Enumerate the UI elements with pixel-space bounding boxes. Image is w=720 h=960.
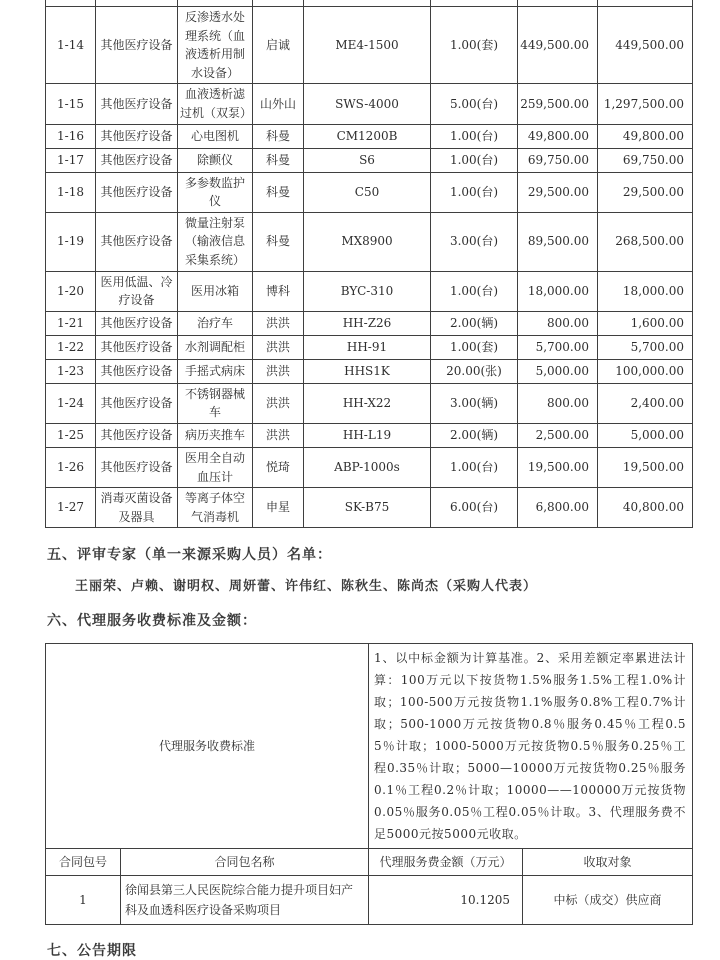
cell-no: 1-17 xyxy=(46,148,96,172)
cell-category: 其他医疗设备 xyxy=(96,311,178,335)
table-row xyxy=(46,335,693,359)
section6-heading: 六、代理服务收费标准及金额： xyxy=(47,613,257,630)
cell-category: 医用低温、冷疗设备 xyxy=(96,271,178,311)
cell-total: 2,400.00 xyxy=(598,383,693,423)
cell-no: 1-26 xyxy=(46,447,96,487)
cell-qty: 1.00(套) xyxy=(431,7,518,84)
cell-model: MX8900 xyxy=(304,212,431,271)
cell-category: 其他医疗设备 xyxy=(96,447,178,487)
cell-category: 其他医疗设备 xyxy=(96,383,178,423)
cell-unit_price: 449,500.00 xyxy=(518,7,598,84)
cell-no: 1-24 xyxy=(46,383,96,423)
cell-total: 100,000.00 xyxy=(598,359,693,383)
cell-category: 其他医疗设备 xyxy=(96,84,178,124)
fee-table-data-row xyxy=(46,876,693,925)
cell-qty: 5.00(台) xyxy=(431,84,518,124)
cell-name: 不锈钢器械车 xyxy=(178,383,253,423)
cell-total: 5,700.00 xyxy=(598,335,693,359)
cell-package-name: 徐闻县第三人民医院综合能力提升项目妇产科及血透科医疗设备采购项目 xyxy=(121,876,369,925)
cell-unit_price: 2,500.00 xyxy=(518,423,598,447)
table-row xyxy=(46,84,693,124)
cell-total: 29,500.00 xyxy=(598,172,693,212)
table-row xyxy=(46,7,693,84)
fee-standard-text: 1、以中标金额为计算基准。2、采用差额定率累进法计算：100万元以下按货物1.5%服务1.5%工程1.0%计取；100-500万元按货物1.1%服务0.8%工程0.7%计取；500-1000万元按货物0.8％服务0.45％工程0.55％计取；1000-5000万元按货物0.5％服务0.25％工程0.35％计取；5000—10000万元按货物0.25％服务0.1％工程0.2％计取；10000——100000万元按货物0.05％服务0.05％工程0.05％计取。3、代理服务费不足5000元按5000元收取。 xyxy=(369,644,693,849)
cell-name: 治疗车 xyxy=(178,311,253,335)
cell-brand: 洪洪 xyxy=(253,423,304,447)
cell-payee: 中标（成交）供应商 xyxy=(523,876,693,925)
cell-no: 1-18 xyxy=(46,172,96,212)
cell-model: HH-Z26 xyxy=(304,311,431,335)
cell-name: 医用冰箱 xyxy=(178,271,253,311)
cell-unit_price: 29,500.00 xyxy=(518,172,598,212)
cell-model: ABP-1000s xyxy=(304,447,431,487)
cell-qty: 3.00(台) xyxy=(431,212,518,271)
cell-qty: 1.00(台) xyxy=(431,271,518,311)
cell-no: 1-14 xyxy=(46,7,96,84)
cell-unit_price: 18,000.00 xyxy=(518,271,598,311)
cell-qty: 3.00(辆) xyxy=(431,383,518,423)
cell-total: 18,000.00 xyxy=(598,271,693,311)
cell-qty: 1.00(台) xyxy=(431,148,518,172)
cell-name: 血液透析滤过机（双泵） xyxy=(178,84,253,124)
cell-model: C50 xyxy=(304,172,431,212)
cell-brand: 洪洪 xyxy=(253,383,304,423)
cell-no: 1-23 xyxy=(46,359,96,383)
cell-brand: 科曼 xyxy=(253,172,304,212)
cell-model: S6 xyxy=(304,148,431,172)
table-row xyxy=(46,212,693,271)
fee-standard-label: 代理服务收费标准 xyxy=(46,644,369,849)
cell-name: 反渗透水处理系统（血液透析用制水设备） xyxy=(178,7,253,84)
cell-category: 其他医疗设备 xyxy=(96,7,178,84)
cell-name: 心电图机 xyxy=(178,124,253,148)
cell-unit_price: 800.00 xyxy=(518,383,598,423)
table-row xyxy=(46,148,693,172)
items-table xyxy=(45,0,693,528)
cell-category: 其他医疗设备 xyxy=(96,359,178,383)
cell-model: SWS-4000 xyxy=(304,84,431,124)
cell-no: 1-19 xyxy=(46,212,96,271)
cell-brand: 洪洪 xyxy=(253,335,304,359)
cell-brand: 申星 xyxy=(253,488,304,528)
cell-category: 其他医疗设备 xyxy=(96,172,178,212)
cell-brand: 山外山 xyxy=(253,84,304,124)
cell-model: SK-B75 xyxy=(304,488,431,528)
cell-no: 1-21 xyxy=(46,311,96,335)
cell-category: 其他医疗设备 xyxy=(96,212,178,271)
header-fee-amount: 代理服务费金额（万元） xyxy=(369,849,523,876)
cell-qty: 2.00(辆) xyxy=(431,311,518,335)
cell-name: 水剂调配柜 xyxy=(178,335,253,359)
table-row xyxy=(46,359,693,383)
cell-brand: 科曼 xyxy=(253,148,304,172)
cell-category: 消毒灭菌设备及器具 xyxy=(96,488,178,528)
fee-standard-row xyxy=(46,644,693,849)
cell-qty: 2.00(辆) xyxy=(431,423,518,447)
cell-brand: 科曼 xyxy=(253,124,304,148)
cell-total: 268,500.00 xyxy=(598,212,693,271)
cell-unit_price: 800.00 xyxy=(518,311,598,335)
cell-total: 49,800.00 xyxy=(598,124,693,148)
cell-model: HH-L19 xyxy=(304,423,431,447)
cell-name: 等离子体空气消毒机 xyxy=(178,488,253,528)
cell-qty: 1.00(台) xyxy=(431,124,518,148)
table-row xyxy=(46,172,693,212)
cell-category: 其他医疗设备 xyxy=(96,148,178,172)
cell-qty: 6.00(台) xyxy=(431,488,518,528)
cell-unit_price: 19,500.00 xyxy=(518,447,598,487)
cell-no: 1-22 xyxy=(46,335,96,359)
table-row xyxy=(46,423,693,447)
cell-category: 其他医疗设备 xyxy=(96,124,178,148)
cell-total: 449,500.00 xyxy=(598,7,693,84)
table-row xyxy=(46,447,693,487)
cell-brand: 科曼 xyxy=(253,212,304,271)
cell-name: 微量注射泵（输液信息采集系统） xyxy=(178,212,253,271)
cell-unit_price: 259,500.00 xyxy=(518,84,598,124)
cell-model: HHS1K xyxy=(304,359,431,383)
header-package-no: 合同包号 xyxy=(46,849,121,876)
cell-no: 1-16 xyxy=(46,124,96,148)
cell-unit_price: 6,800.00 xyxy=(518,488,598,528)
cell-category: 其他医疗设备 xyxy=(96,423,178,447)
cell-fee-amount: 10.1205 xyxy=(369,876,523,925)
cell-name: 病历夹推车 xyxy=(178,423,253,447)
cell-name: 多参数监护仪 xyxy=(178,172,253,212)
cell-total: 1,600.00 xyxy=(598,311,693,335)
cell-category: 其他医疗设备 xyxy=(96,335,178,359)
cell-qty: 1.00(台) xyxy=(431,447,518,487)
table-row xyxy=(46,488,693,528)
cell-total: 19,500.00 xyxy=(598,447,693,487)
cell-qty: 20.00(张) xyxy=(431,359,518,383)
table-row xyxy=(46,124,693,148)
fee-table-header-row xyxy=(46,849,693,876)
cell-name: 医用全自动血压计 xyxy=(178,447,253,487)
cell-total: 5,000.00 xyxy=(598,423,693,447)
fee-table xyxy=(45,643,693,925)
cell-model: BYC-310 xyxy=(304,271,431,311)
cell-no: 1-25 xyxy=(46,423,96,447)
header-payee: 收取对象 xyxy=(523,849,693,876)
cell-model: CM1200B xyxy=(304,124,431,148)
cell-unit_price: 49,800.00 xyxy=(518,124,598,148)
cell-total: 1,297,500.00 xyxy=(598,84,693,124)
items-table-body xyxy=(46,0,693,528)
table-row xyxy=(46,383,693,423)
cell-unit_price: 5,000.00 xyxy=(518,359,598,383)
cell-package-no: 1 xyxy=(46,876,121,925)
section7-heading: 七、公告期限 xyxy=(47,943,137,960)
header-package-name: 合同包名称 xyxy=(121,849,369,876)
cell-brand: 洪洪 xyxy=(253,311,304,335)
cell-no: 1-20 xyxy=(46,271,96,311)
table-row xyxy=(46,311,693,335)
cell-brand: 博科 xyxy=(253,271,304,311)
expert-names: 王丽荣、卢赖、谢明权、周妍蕾、许伟红、陈秋生、陈尚杰（采购人代表） xyxy=(75,579,538,595)
cell-unit_price: 69,750.00 xyxy=(518,148,598,172)
cell-model: ME4-1500 xyxy=(304,7,431,84)
cell-brand: 悦琦 xyxy=(253,447,304,487)
cell-qty: 1.00(套) xyxy=(431,335,518,359)
cell-total: 40,800.00 xyxy=(598,488,693,528)
cell-model: HH-X22 xyxy=(304,383,431,423)
section5-heading: 五、评审专家（单一来源采购人员）名单： xyxy=(47,547,332,564)
table-row xyxy=(46,271,693,311)
cell-unit_price: 89,500.00 xyxy=(518,212,598,271)
cell-no: 1-15 xyxy=(46,84,96,124)
cell-total: 69,750.00 xyxy=(598,148,693,172)
cell-brand: 洪洪 xyxy=(253,359,304,383)
cell-name: 手摇式病床 xyxy=(178,359,253,383)
cell-name: 除颤仪 xyxy=(178,148,253,172)
cell-brand: 启诚 xyxy=(253,7,304,84)
cell-unit_price: 5,700.00 xyxy=(518,335,598,359)
cell-model: HH-91 xyxy=(304,335,431,359)
cell-no: 1-27 xyxy=(46,488,96,528)
cell-qty: 1.00(台) xyxy=(431,172,518,212)
